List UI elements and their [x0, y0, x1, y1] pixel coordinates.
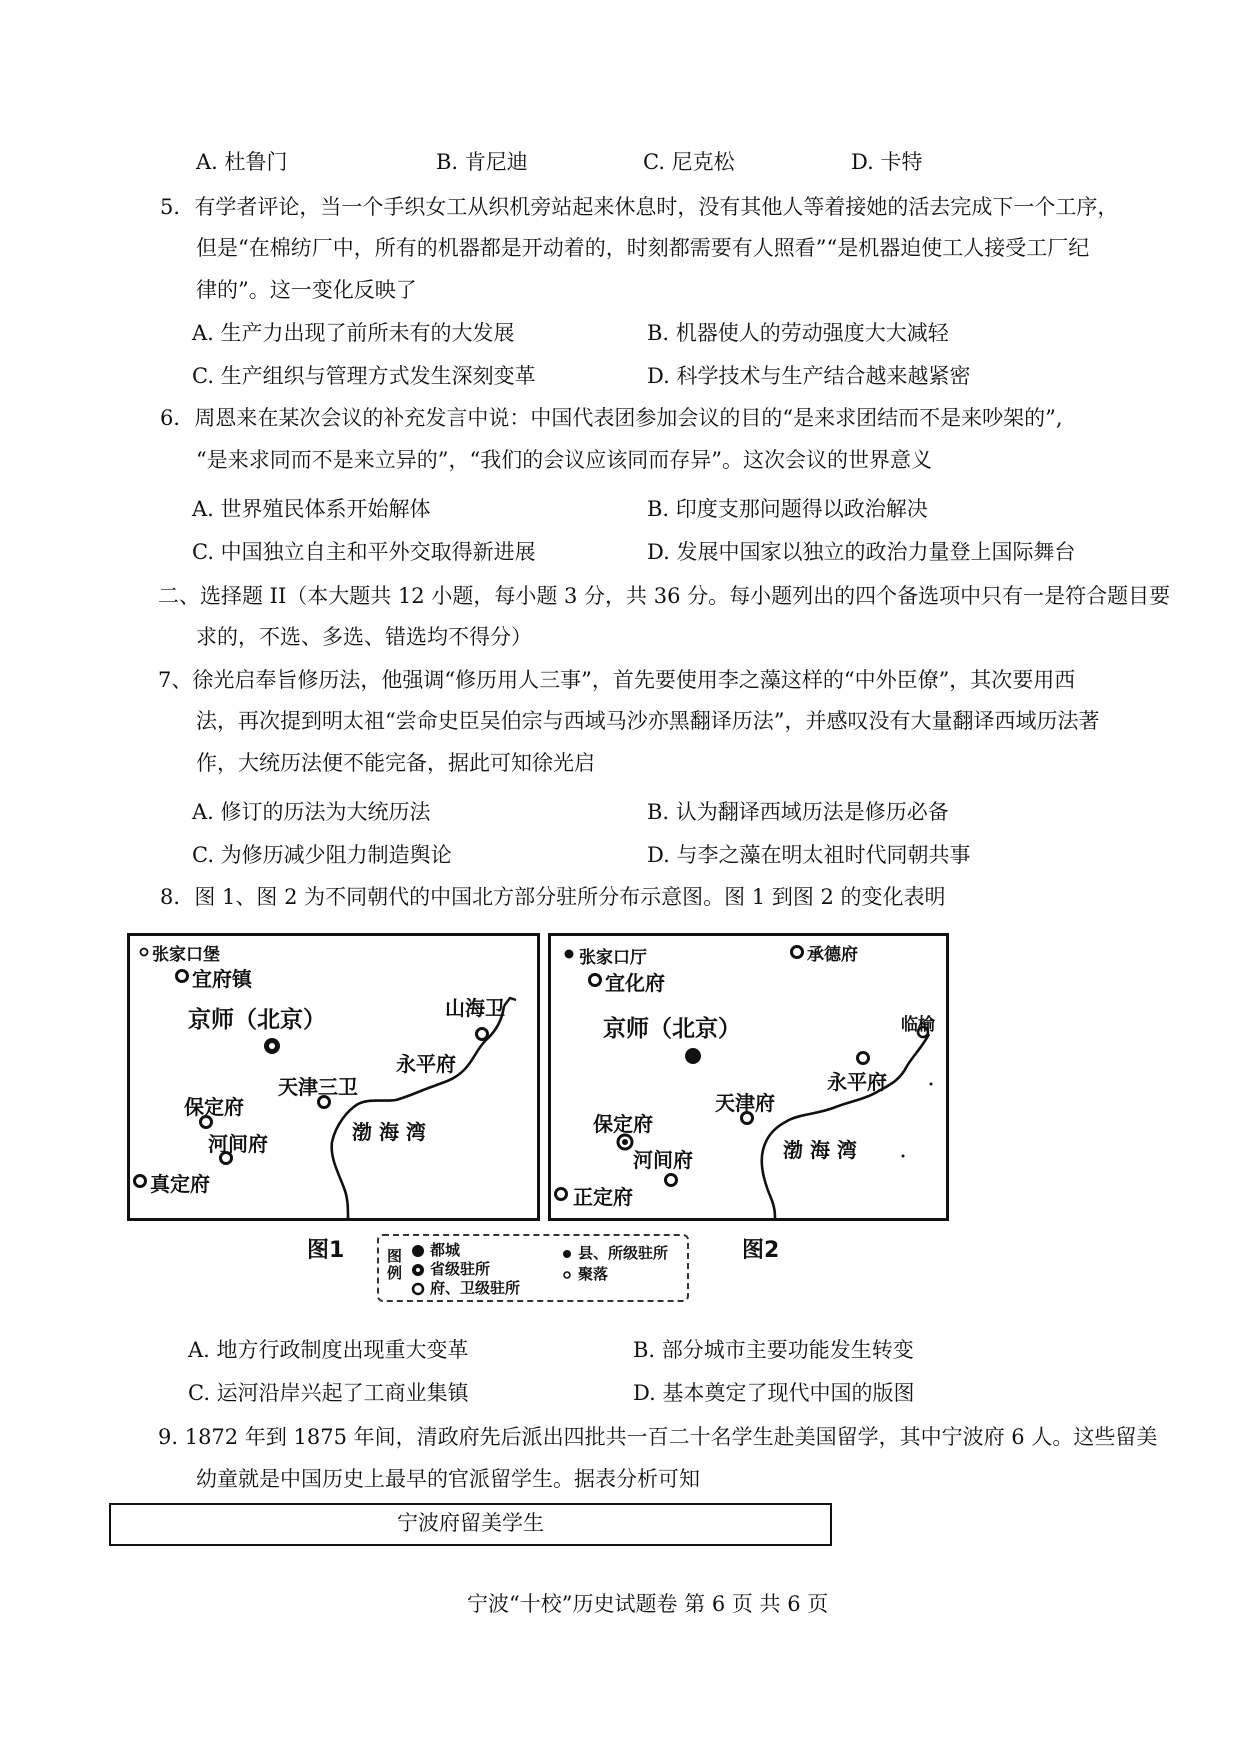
section2-heading-line1: 二、选择题 II（本大题共 12 小题，每小题 3 分，共 36 分。每小题列出的四个备选项中只有一是符合题目要 — [158, 584, 1171, 608]
q7-option-a: A. 修订的历法为大统历法 — [192, 800, 431, 824]
legend-label-province: 省级驻所 — [430, 1260, 491, 1278]
q7-stem-line3: 作，大统历法便不能完备，据此可知徐光启 — [196, 751, 595, 775]
q8-option-a: A. 地方行政制度出现重大变革 — [188, 1338, 469, 1362]
legend-item-province — [411, 1258, 490, 1279]
q4-option-c: C. 尼克松 — [643, 150, 735, 174]
map2-label-linyu: 临榆 — [901, 1015, 935, 1035]
legend-label-settlement: 聚落 — [578, 1265, 609, 1283]
q7-option-b: B. 认为翻译西域历法是修历必备 — [647, 800, 949, 824]
settlement-ring-icon — [561, 1269, 573, 1281]
map2-label-zhengding: 正定府 — [573, 1185, 633, 1209]
section2-heading-line2: 求的，不选、多选、错选均不得分） — [196, 625, 532, 649]
map2-caption: 图2 — [742, 1238, 780, 1263]
q6-option-b: B. 印度支那问题得以政治解决 — [647, 497, 928, 521]
legend-item-prefecture — [411, 1277, 520, 1298]
q5-option-d: D. 科学技术与生产结合越来越紧密 — [647, 364, 971, 388]
q9-table-title: 宁波府留美学生 — [397, 1511, 544, 1535]
legend-item-settlement — [561, 1263, 608, 1284]
map1-label-bohai: 渤 海 湾 — [352, 1120, 426, 1144]
legend-title: 图例 — [387, 1247, 403, 1282]
page-footer: 宁波“十校”历史试题卷 第 6 页 共 6 页 — [467, 1592, 829, 1616]
q5-stem-line2: 但是“在棉纺厂中，所有的机器都是开动着的，时刻都需要有人照看”“是机器迫使工人接受工厂纪 — [196, 236, 1090, 260]
map1-label-yongping: 永平府 — [396, 1052, 456, 1076]
prefecture-ring-icon — [411, 1282, 425, 1296]
q7-stem-line2: 法，再次提到明太祖“尝命史臣吴伯宗与西域马沙亦黑翻译历法”，并感叹没有大量翻译西域历法著 — [196, 709, 1100, 733]
q5-option-a: A. 生产力出现了前所未有的大发展 — [192, 321, 515, 345]
map2-label-xuanhua: 宜化府 — [605, 971, 665, 995]
q6-stem-line1: 6．周恩来在某次会议的补充发言中说：中国代表团参加会议的目的“是来求团结而不是来吵架的”, — [160, 406, 1063, 430]
legend-item-county — [561, 1242, 668, 1263]
map1-label-zhending: 真定府 — [150, 1172, 210, 1196]
q8-stem: 8．图 1、图 2 为不同朝代的中国北方部分驻所分布示意图。图 1 到图 2 的变化表明 — [160, 885, 946, 909]
map2-label-hejian: 河间府 — [633, 1148, 693, 1172]
map2-label-tianjin: 天津府 — [715, 1091, 775, 1115]
q6-option-c: C. 中国独立自主和平外交取得新进展 — [192, 540, 536, 564]
capital-dot-icon — [411, 1244, 425, 1258]
q6-option-a: A. 世界殖民体系开始解体 — [192, 497, 431, 521]
province-dot-icon — [411, 1263, 425, 1277]
map-figure-2 — [548, 933, 949, 1221]
map1-label-xuanfu: 宜府镇 — [192, 967, 252, 991]
q8-option-c: C. 运河沿岸兴起了工商业集镇 — [188, 1381, 469, 1405]
q7-option-d: D. 与李之藻在明太祖时代同朝共事 — [647, 843, 971, 867]
map1-caption: 图1 — [307, 1238, 345, 1263]
q7-stem-line1: 7、徐光启奉旨修历法，他强调“修历用人三事”，首先要使用李之藻这样的“中外臣僚”，其次要用西 — [158, 668, 1076, 692]
q8-option-d: D. 基本奠定了现代中国的版图 — [633, 1381, 915, 1405]
q9-stem-line2: 幼童就是中国历史上最早的官派留学生。据表分析可知 — [196, 1467, 700, 1491]
legend-label-prefecture: 府、卫级驻所 — [430, 1279, 521, 1297]
map1-label-hejian: 河间府 — [208, 1132, 268, 1156]
map2-label-bohai: 渤 海 湾 — [783, 1138, 857, 1162]
county-dot-icon — [561, 1248, 573, 1260]
map1-label-capital: 京师（北京） — [188, 1007, 326, 1033]
map1-label-zhangjiakou: 张家口堡 — [152, 945, 220, 965]
q5-option-b: B. 机器使人的劳动强度大大减轻 — [647, 321, 949, 345]
map2-label-chengde: 承德府 — [807, 945, 858, 965]
map1-label-shanhai: 山海卫 — [445, 996, 505, 1020]
q6-stem-line2: “是来求同而不是来立异的”，“我们的会议应该同而存异”。这次会议的世界意义 — [196, 448, 932, 472]
map1-label-baoding: 保定府 — [184, 1095, 244, 1119]
q6-option-d: D. 发展中国家以独立的政治力量登上国际舞台 — [647, 540, 1076, 564]
q4-option-a: A. 杜鲁门 — [196, 150, 288, 174]
legend-label-capital: 都城 — [430, 1241, 461, 1259]
map2-label-capital: 京师（北京） — [603, 1016, 741, 1042]
map1-label-tianjin: 天津三卫 — [278, 1075, 358, 1099]
q4-option-d: D. 卡特 — [851, 150, 923, 174]
q8-option-b: B. 部分城市主要功能发生转变 — [633, 1338, 914, 1362]
map-legend — [377, 1234, 689, 1302]
q9-stem-line1: 9. 1872 年到 1875 年间，清政府先后派出四批共一百二十名学生赴美国留学，其中宁波府 6 人。这些留美 — [158, 1425, 1158, 1449]
q7-option-c: C. 为修历减少阻力制造舆论 — [192, 843, 452, 867]
map2-label-baoding: 保定府 — [593, 1112, 653, 1136]
q5-stem-line3: 律的”。这一变化反映了 — [196, 278, 417, 302]
legend-label-county: 县、所级驻所 — [578, 1244, 669, 1262]
map2-label-zhangjiakou: 张家口厅 — [579, 948, 647, 968]
map-figure-1 — [127, 933, 540, 1221]
q9-table — [109, 1503, 832, 1546]
map2-label-yongping: 永平府 — [827, 1070, 887, 1094]
q4-option-b: B. 肯尼迪 — [436, 150, 528, 174]
q5-stem-line1: 5．有学者评论，当一个手织女工从织机旁站起来休息时，没有其他人等着接她的活去完成下一个工序， — [160, 195, 1119, 219]
q5-option-c: C. 生产组织与管理方式发生深刻变革 — [192, 364, 536, 388]
legend-item-capital — [411, 1239, 460, 1260]
